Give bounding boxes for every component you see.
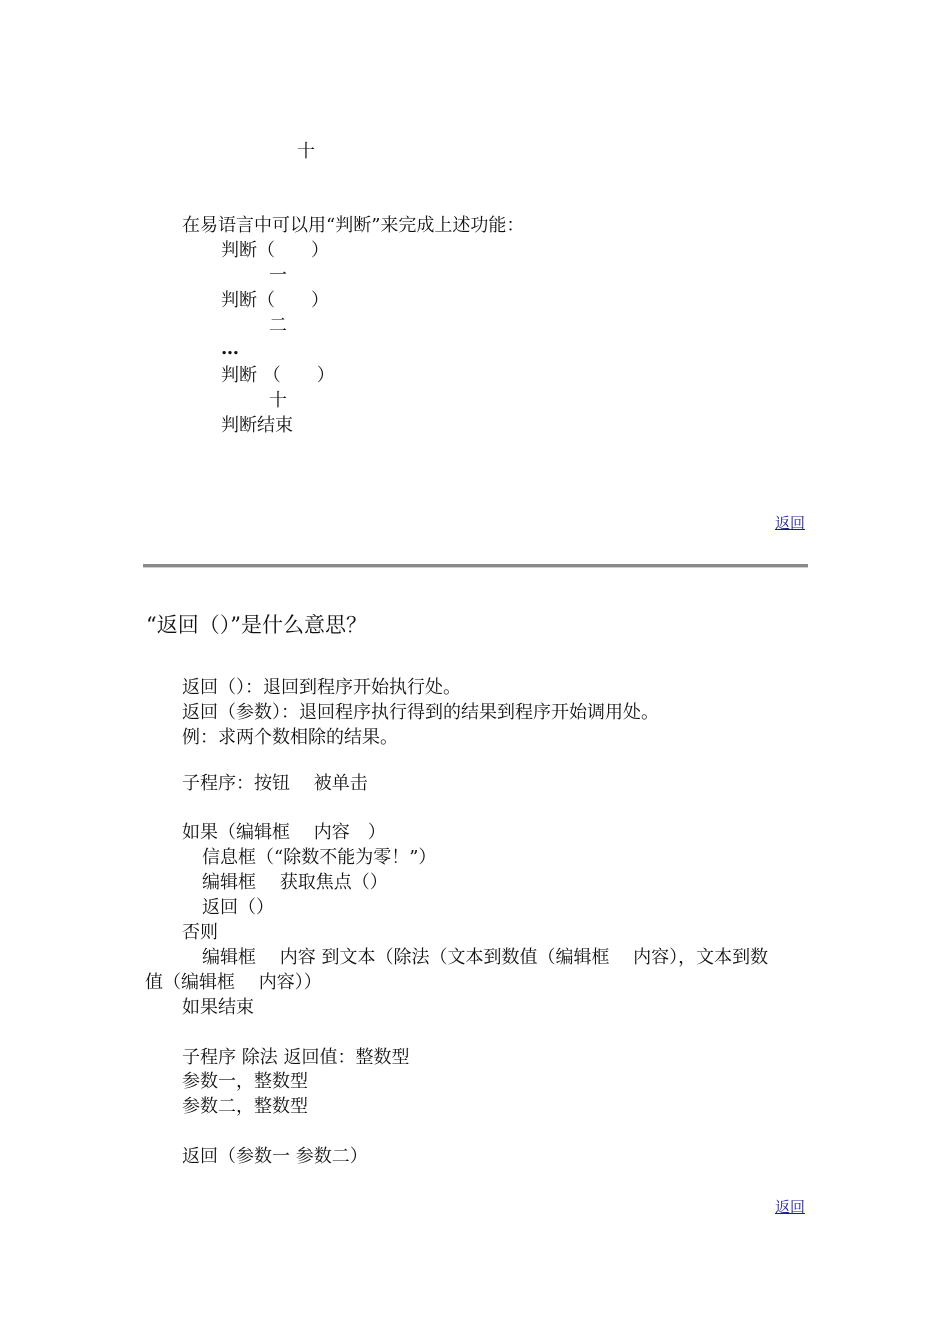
desc-line: 例：求两个数相除的结果。 xyxy=(182,727,398,748)
subroutine-line: 子程序：按钮 被单击 xyxy=(182,773,368,794)
code-line: 十 xyxy=(269,390,287,411)
code-line: 编辑框 内容 到文本（除法（文本到数值（编辑框 内容），文本到数 xyxy=(202,947,769,968)
code-line: 参数一，整数型 xyxy=(182,1071,308,1092)
code-fragment-ten: 十 xyxy=(297,141,315,162)
code-line: 判断 （ ） xyxy=(221,365,335,386)
code-line: 如果（编辑框 内容 ） xyxy=(182,822,386,843)
code-line: 值（编辑框 内容）） xyxy=(145,972,322,993)
code-ellipsis: … xyxy=(221,338,239,359)
desc-line: 返回（）：退回到程序开始执行处。 xyxy=(182,677,461,698)
code-line: 参数二，整数型 xyxy=(182,1096,308,1117)
code-line: 判断（ ） xyxy=(221,290,329,311)
code-line: 信息框（“除数不能为零！”） xyxy=(202,847,437,868)
code-line: 返回（参数一 参数二） xyxy=(182,1146,368,1167)
desc-line: 返回（参数）：退回程序执行得到的结果到程序开始调用处。 xyxy=(182,702,659,723)
back-link-1[interactable]: 返回 xyxy=(775,514,806,532)
code-line: 判断结束 xyxy=(221,415,293,436)
back-link-2[interactable]: 返回 xyxy=(775,1198,806,1216)
code-line: 判断（ ） xyxy=(221,240,329,261)
code-line: 一 xyxy=(269,265,287,286)
code-line: 否则 xyxy=(182,922,218,943)
code-line: 二 xyxy=(269,315,287,336)
code-line: 子程序 除法 返回值：整数型 xyxy=(182,1047,410,1068)
code-line: 返回（） xyxy=(202,897,274,918)
intro-text: 在易语言中可以用“判断”来完成上述功能： xyxy=(182,215,525,236)
code-line: 如果结束 xyxy=(182,997,254,1018)
section-title: “返回（）”是什么意思？ xyxy=(146,613,367,637)
code-line: 编辑框 获取焦点（） xyxy=(202,872,388,893)
section-divider xyxy=(143,564,808,568)
